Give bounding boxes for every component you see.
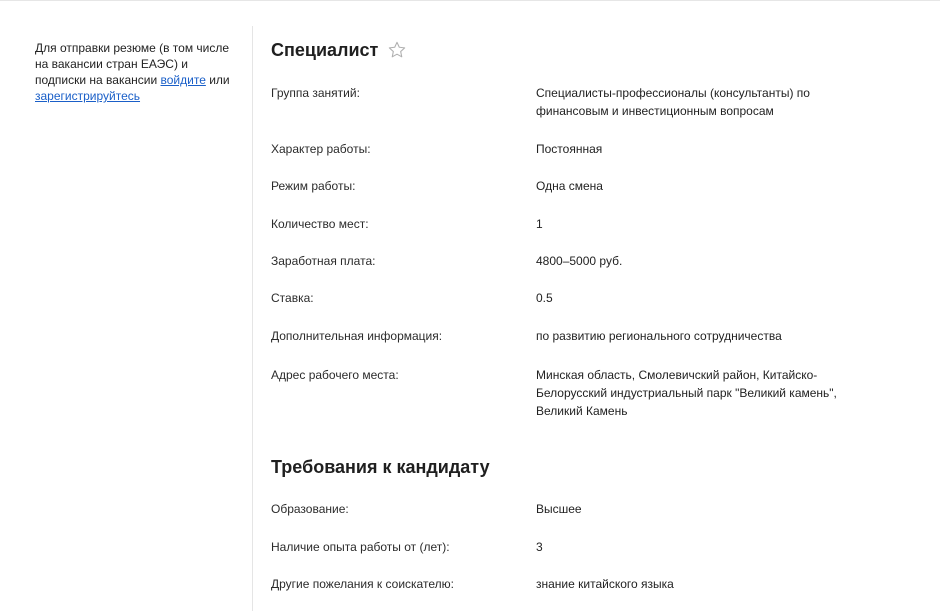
- login-prompt-or: или: [205, 73, 230, 87]
- detail-value: Одна смена: [536, 179, 603, 193]
- detail-label: Дополнительная информация:: [271, 329, 443, 343]
- detail-label: Заработная плата:: [271, 254, 376, 268]
- requirement-label: Другие пожелания к соискателю:: [271, 577, 454, 591]
- login-link[interactable]: войдите: [160, 73, 206, 87]
- detail-value: 0.5: [536, 291, 553, 305]
- login-prompt: [35, 40, 240, 104]
- requirement-value: 3: [536, 540, 543, 554]
- vacancy-title: Специалист: [271, 39, 379, 60]
- address-value: Минская область, Смолевичский район, Китайско-Белорусский индустриальный парк "Великий камень", Великий Камень: [536, 368, 837, 418]
- detail-label: Ставка:: [271, 291, 314, 305]
- detail-value: 1: [536, 217, 543, 231]
- requirement-label: Наличие опыта работы от (лет):: [271, 540, 450, 554]
- detail-label: Группа занятий:: [271, 86, 360, 100]
- salary-value: 4800–5000 руб.: [536, 254, 623, 268]
- register-link[interactable]: зарегистрируйтесь: [35, 89, 141, 103]
- column-divider: [252, 26, 253, 611]
- detail-label: Характер работы:: [271, 142, 371, 156]
- requirement-value: знание китайского языка: [536, 577, 674, 591]
- detail-value: по развитию регионального сотрудничества: [536, 329, 782, 343]
- login-prompt-text: Для отправки резюме (в том числе на вакансии стран ЕАЭС) и подписки на вакансии: [35, 41, 230, 87]
- requirement-value: Высшее: [536, 502, 582, 516]
- detail-value: Специалисты-профессионалы (консультанты) по финансовым и инвестиционным вопросам: [536, 86, 810, 118]
- star-outline-icon[interactable]: [387, 40, 407, 60]
- top-border: [0, 0, 940, 1]
- detail-label: Адрес рабочего места:: [271, 368, 399, 382]
- requirement-label: Образование:: [271, 502, 349, 516]
- detail-value: Постоянная: [536, 142, 603, 156]
- detail-label: Количество мест:: [271, 217, 369, 231]
- vacancy-header: [271, 38, 407, 62]
- requirements-title: Требования к кандидату: [271, 457, 490, 477]
- detail-label: Режим работы:: [271, 179, 356, 193]
